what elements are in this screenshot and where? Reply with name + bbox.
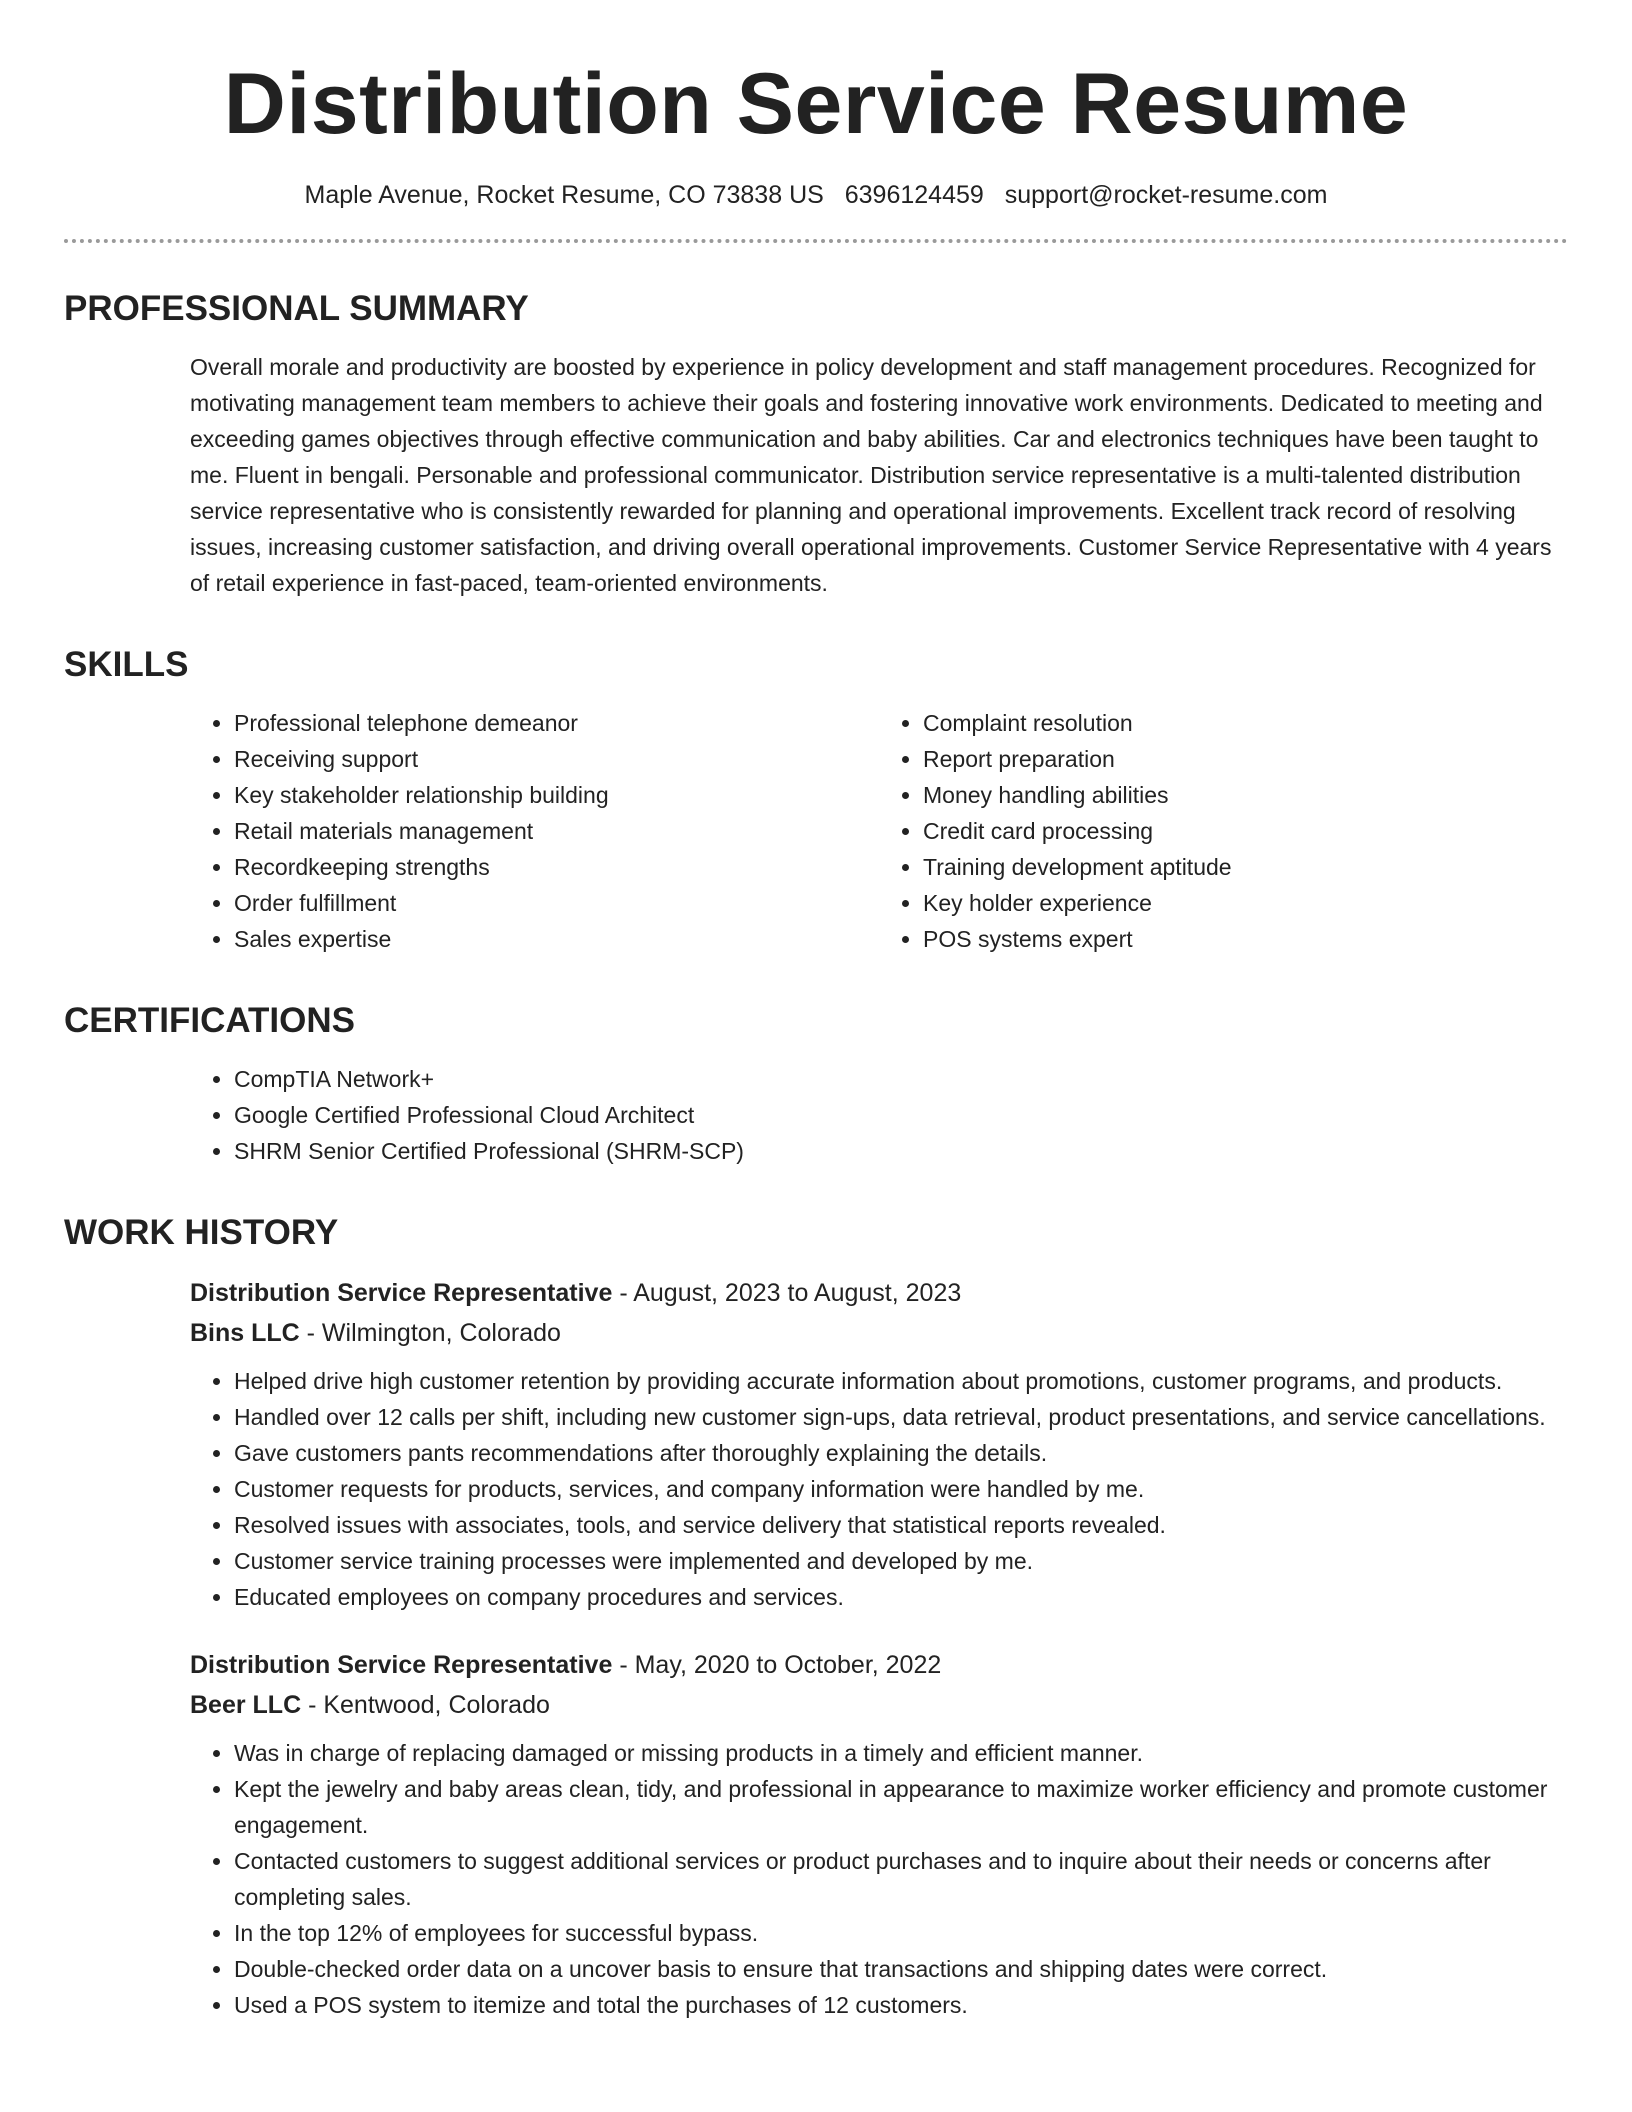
job-company-line — [190, 1313, 1568, 1353]
skill-item: • Retail materials management — [234, 813, 879, 849]
certification-item: • SHRM Senior Certified Professional (SHRM-SCP) — [234, 1133, 1568, 1169]
skills-list-right — [879, 705, 1568, 957]
job-bullet: • In the top 12% of employees for successful bypass. — [234, 1915, 1568, 1951]
skill-item: • Sales expertise — [234, 921, 879, 957]
contact-line — [64, 179, 1568, 211]
contact-email: support@rocket-resume.com — [1004, 181, 1328, 209]
job-dates: - August, 2023 to August, 2023 — [612, 1279, 962, 1307]
job-bullet: • Resolved issues with associates, tools, and service delivery that statistical reports revealed. — [234, 1507, 1568, 1543]
job-location: - Kentwood, Colorado — [301, 1691, 550, 1719]
skills-section — [64, 643, 1568, 957]
job-bullets — [190, 1363, 1568, 1615]
job-company: Bins LLC — [190, 1319, 300, 1347]
resume-title: Distribution Service Resume — [223, 56, 1409, 152]
skill-item: • Recordkeeping strengths — [234, 849, 879, 885]
job-bullet: • Double-checked order data on a uncover basis to ensure that transactions and shipping dates were correct. — [234, 1951, 1568, 1987]
job-bullets — [190, 1735, 1568, 2023]
skill-item: • Receiving support — [234, 741, 879, 777]
job-role: Distribution Service Representative — [190, 1651, 613, 1679]
job-bullet: • Gave customers pants recommendations after thoroughly explaining the details. — [234, 1435, 1568, 1471]
skill-item: • Training development aptitude — [923, 849, 1568, 885]
header-divider — [64, 239, 1568, 243]
certifications-list — [190, 1061, 1568, 1169]
job-bullet: • Kept the jewelry and baby areas clean, tidy, and professional in appearance to maximize worker efficiency and promote customer engagement. — [234, 1771, 1568, 1843]
job-bullet: • Was in charge of replacing damaged or missing products in a timely and efficient manner. — [234, 1735, 1568, 1771]
job-company: Beer LLC — [190, 1691, 302, 1719]
job-company-line — [190, 1685, 1568, 1725]
work-history-section — [64, 1211, 1568, 2023]
skill-item: • Report preparation — [923, 741, 1568, 777]
job-bullet: • Educated employees on company procedures and services. — [234, 1579, 1568, 1615]
job-role: Distribution Service Representative — [190, 1279, 613, 1307]
job-bullet: • Handled over 12 calls per shift, including new customer sign-ups, data retrieval, product presentations, and service cancellations. — [234, 1399, 1568, 1435]
skill-item: • Complaint resolution — [923, 705, 1568, 741]
job-bullet: • Used a POS system to itemize and total the purchases of 12 customers. — [234, 1987, 1568, 2023]
contact-address: Maple Avenue, Rocket Resume, CO 73838 US — [304, 181, 824, 209]
job-bullet: • Contacted customers to suggest additional services or product purchases and to inquire about their needs or concerns after completing sales. — [234, 1843, 1568, 1915]
job-bullet: • Helped drive high customer retention by providing accurate information about promotions, customer programs, and products. — [234, 1363, 1568, 1399]
summary-section — [64, 287, 1568, 601]
skill-item: • Key holder experience — [923, 885, 1568, 921]
summary-text: Overall morale and productivity are boosted by experience in policy development and staff management procedures. Recognized for motivating management team members to achieve their goals and fostering innovative work environments. Dedicated to meeting and exceeding games objectives through effective communication and baby abilities. Car and electronics techniques have been taught to me. Fluent in bengali. Personable and professional communicator. Distribution service representative is a multi-talented distribution service representative who is consistently rewarded for planning and operational improvements. Excellent track record of resolving issues, increasing customer satisfaction, and driving overall operational improvements. Customer Service Representative with 4 years of retail experience in fast-paced, team-oriented environments. — [190, 354, 1552, 596]
job-title-line — [190, 1645, 1568, 1685]
skill-item: • Key stakeholder relationship building — [234, 777, 879, 813]
job-title-line — [190, 1273, 1568, 1313]
skill-item: • POS systems expert — [923, 921, 1568, 957]
skills-list-left — [190, 705, 879, 957]
skill-item: • Order fulfillment — [234, 885, 879, 921]
job-entry — [190, 1273, 1568, 1615]
job-bullet: • Customer service training processes were implemented and developed by me. — [234, 1543, 1568, 1579]
job-dates: - May, 2020 to October, 2022 — [612, 1651, 942, 1679]
summary-heading: PROFESSIONAL SUMMARY — [64, 289, 529, 328]
certification-item: • CompTIA Network+ — [234, 1061, 1568, 1097]
certifications-section — [64, 999, 1568, 1169]
job-bullet: • Customer requests for products, services, and company information were handled by me. — [234, 1471, 1568, 1507]
certification-item: • Google Certified Professional Cloud Architect — [234, 1097, 1568, 1133]
job-location: - Wilmington, Colorado — [299, 1319, 561, 1347]
skills-heading: SKILLS — [64, 645, 189, 684]
skill-item: • Professional telephone demeanor — [234, 705, 879, 741]
skill-item: • Credit card processing — [923, 813, 1568, 849]
skill-item: • Money handling abilities — [923, 777, 1568, 813]
job-entry — [190, 1645, 1568, 2023]
work-history-heading: WORK HISTORY — [64, 1213, 339, 1252]
contact-phone: 6396124459 — [844, 181, 984, 209]
certifications-heading: CERTIFICATIONS — [64, 1001, 356, 1040]
